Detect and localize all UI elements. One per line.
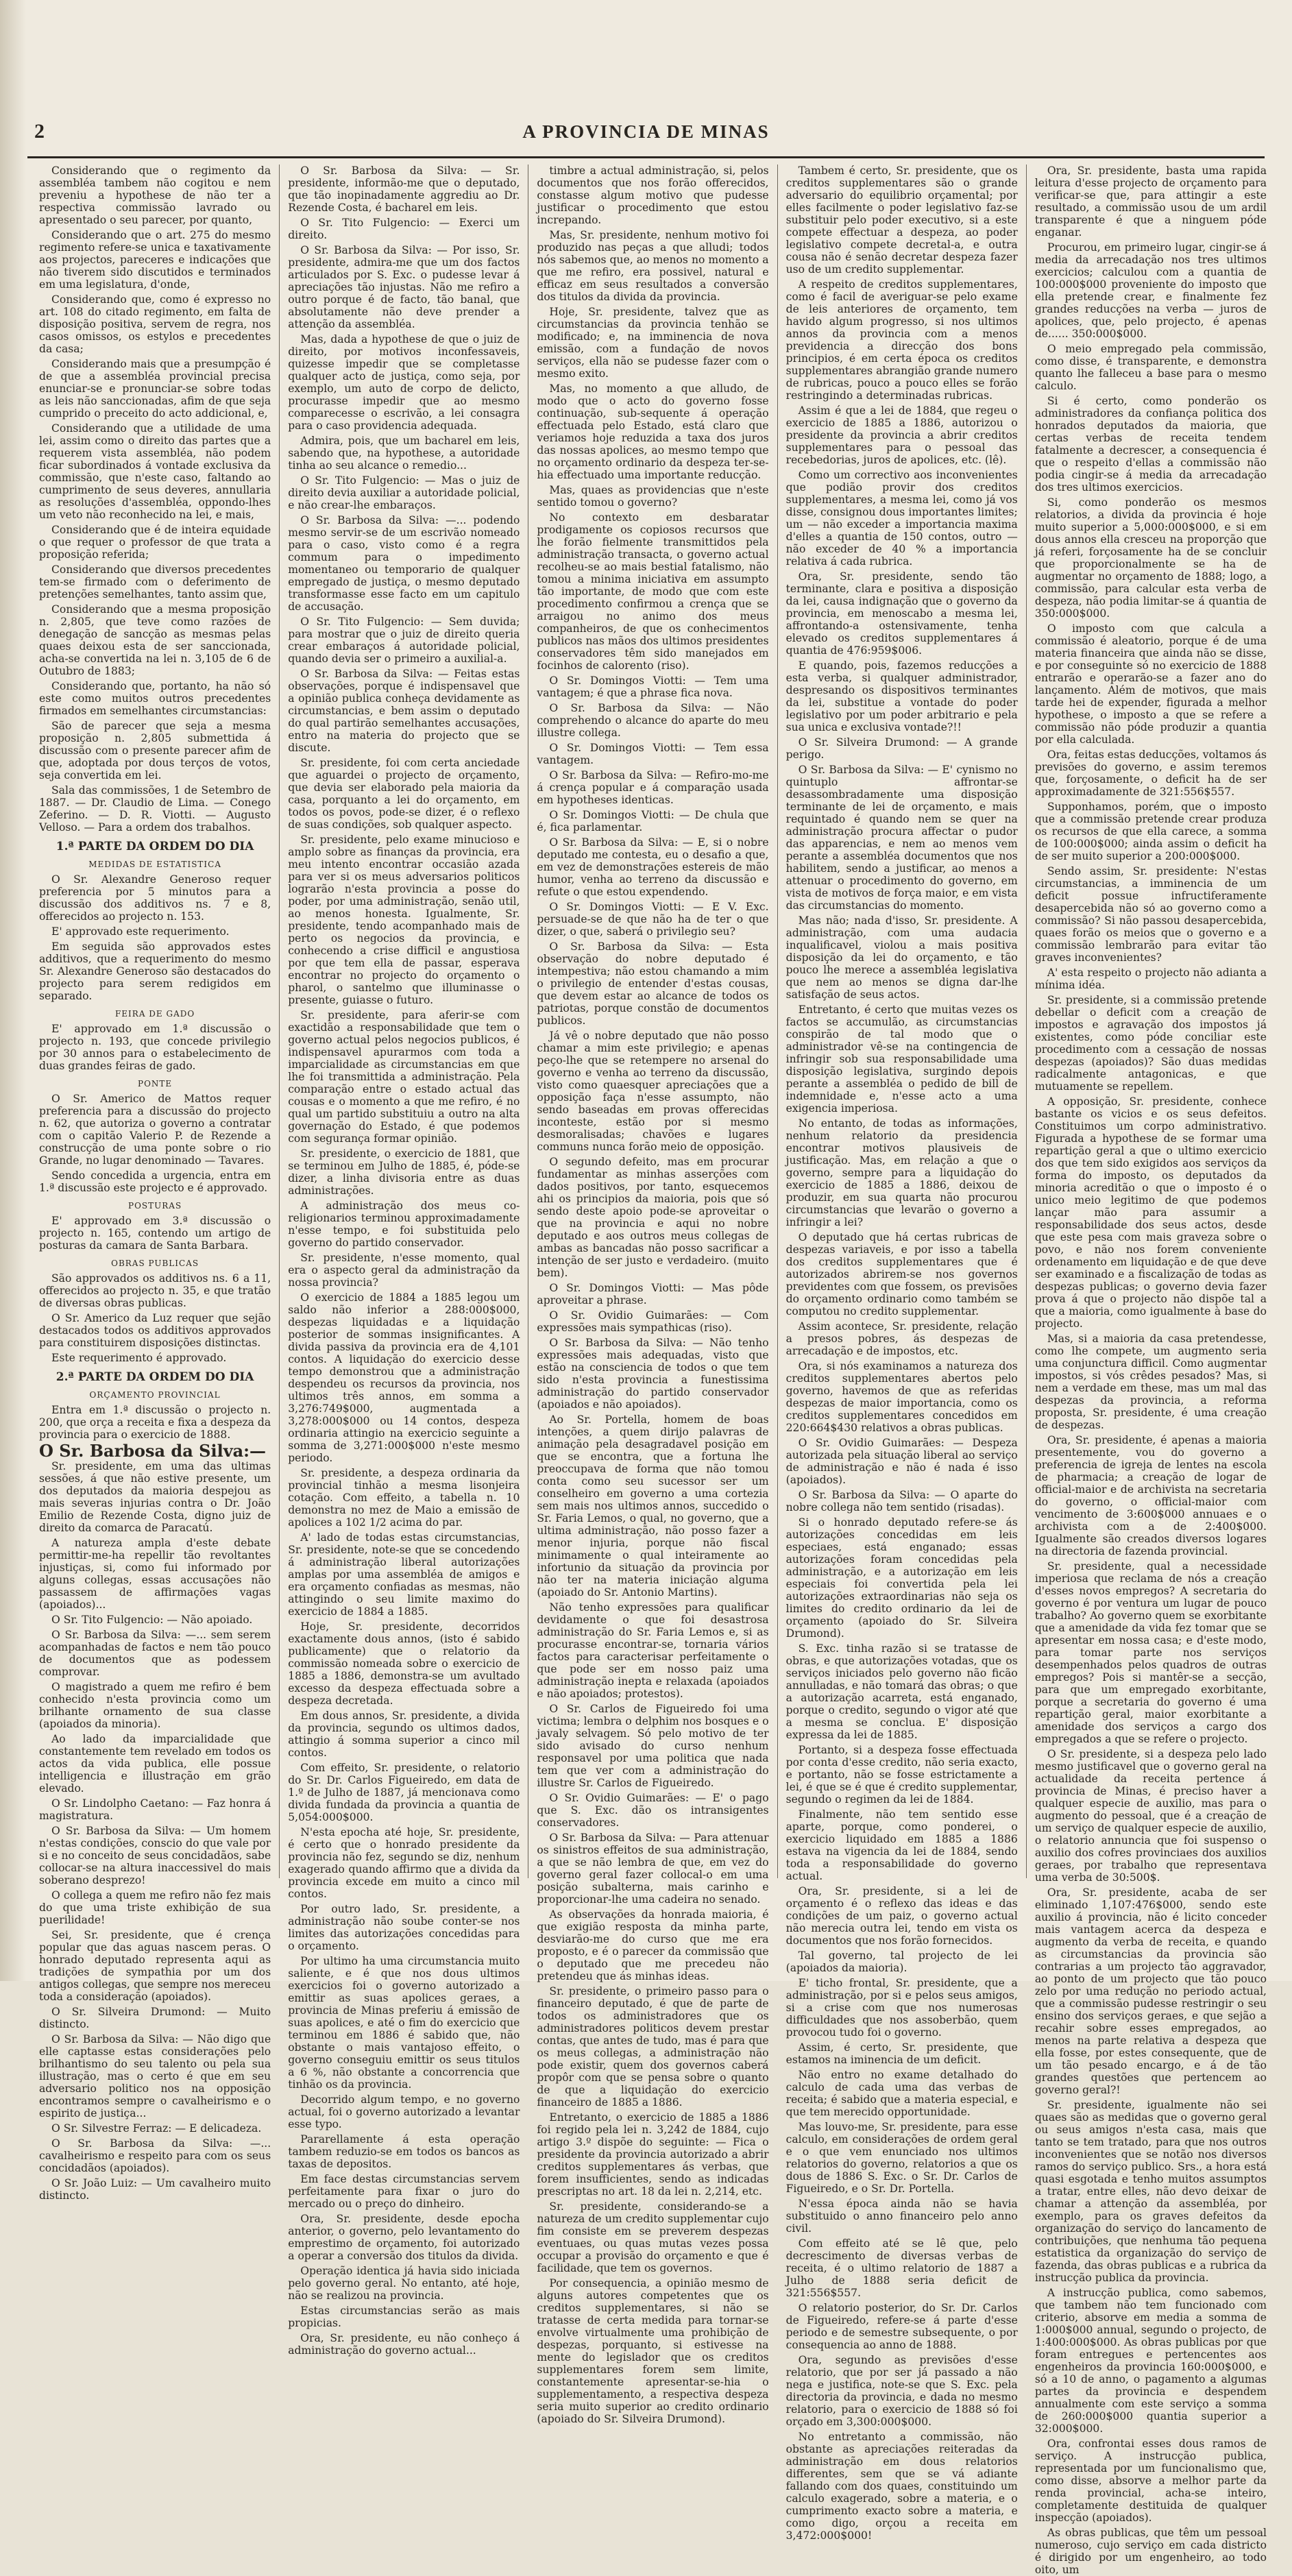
paragraph: Hoje, Sr. presidente, decorridos exactamente dous annos, (isto é sabido publicamente) que o relatorio da commissão nomeada sobre o exercicio de 1885 a 1886, demonstra-se um avultado excesso da despeza effectuada sobre a despeza decretada. [288, 1620, 520, 1707]
paragraph: Ora, Sr. presidente, acaba de ser eliminado 1,107:476$000, sendo este auxilio á provincia, não é licito conceder mais vantagem acerca da despeza e augmento da verba de receita, e quando as circumstancias da provincia são contrarias a um projecto tão aggravador, ao ponto de um projecto que tão pouco zelo por uma redução no periodo actual, que a commissão pudesse restringir o seu ensino dos serviços geraes, e que sejão a recahir sobre esses empregados, ao menos na parte relativa a despeza que ella fosse, por estes consequente, que de um tão pesado encargo, e á de tão grandes questões que pertencem ao governo geral?! [1034, 1886, 1267, 2096]
paragraph: Considerando que a mesma proposição n. 2,805, que teve como razões de denegação de sancção as mesmas pelas quaes deixou esta de ser sanccionada, acha-se convertida na lei n. 3,105 de 6 de Outubro de 1883; [39, 603, 271, 677]
paragraph: E' approvado em 3.ª discussão o projecto n. 165, contendo um artigo de posturas da camara de Santa Barbara. [39, 1215, 271, 1252]
paragraph: Ora, Sr. presidente, sendo tão terminante, clara e positiva a disposição da lei, causa indignação que o governo da provincia, em menoscabo a mesma lei, affrontando-a ostensivamente, tenha elevado os creditos supplementares á quantia de 476:959$006. [785, 570, 1018, 657]
paragraph: O Sr. Barbosa da Silva: —... cavalheirismo e respeito para com os seus concidadãos (apoiados). [39, 2137, 271, 2174]
paragraph: Entretanto, é certo que muitas vezes os factos se accumulão, as circumstancias conspirão de tal modo que o administrador vê-se na contingencia de infringir sob sua responsabilidade uma disposição legislativa, surgindo depois perante a assembléa o pedido de bill de indemnidade e, n'esse acto a uma exigencia imperiosa. [785, 1004, 1018, 1115]
paragraph: timbre a actual administração, si, pelos documentos que nos forão offerecidos, constasse algum motivo que pudesse justificar o procedimento que estou increpando. [537, 165, 769, 226]
paragraph: Sr. presidente, foi com certa anciedade que aguardei o projecto de orçamento, que devia ser elaborado pela maioria da casa, porquanto a lei do orçamento, em todos os povos, pode-se dizer, é o reflexo de suas condições, sob qualquer aspecto. [288, 757, 520, 831]
paragraph: As obras publicas, que têm um pessoal numeroso, cujo serviço em cada districto é dirigido por um engenheiro, ao todo oito, um [1034, 2527, 1267, 2576]
paragraph: A respeito de creditos supplementares, como é facil de averiguar-se pelo exame de leis anteriores de orçamento, tem havido algum progresso, si nos ultimos annos da provincia com a menos previdencia a direcção dos bons principios, é em certa época os creditos supplementares abrangião grande numero de rubricas, pouco a pouco elles se forão restringindo a determinadas rubricas. [785, 278, 1018, 402]
subsection-heading: ORÇAMENTO PROVINCIAL [89, 1390, 221, 1400]
speaker-heading: O Sr. Barbosa da Silva:— [39, 1441, 267, 1461]
paragraph: Sr. presidente, qual a necessidade imperiosa que reclama de nós a creação d'esses novos empregos? A secretaria do governo é por ventura um lugar de pouco trabalho? Ao governo quem se exorbitante que a amenidade da vida fez tomar que se apresentar em nossa casa; e d'este modo, para tomar parte nos serviços desempenhados pelos quadros de outras empregos? Pois si mantêr-se a secção, para que um empregado exorbitante, porque a secretaria do governo é uma repartição geral, maior exorbitante a amenidade dos serviços a cargo dos empregados a que se refere o projecto. [1034, 1560, 1267, 1745]
paragraph: Mas não; nada d'isso, Sr. presidente. A administração, com uma audacia inqualificavel, violou a mais positiva disposição da lei do orçamento, e tão pouco lhe merece a assembléa legislativa que nem ao menos se digna dar-lhe satisfação de seus actos. [785, 914, 1018, 1001]
paragraph: O Sr. Domingos Viotti: — Mas pôde aproveitar a phrase. [537, 1282, 769, 1307]
paragraph: Portanto, si a despeza fosse effectuada por conta d'esse credito, não seria exacto, e portanto, não se fosse estrictamente a lei, é que se é que é credito supplementar, segundo o regimen da lei de 1884. [785, 1744, 1018, 1806]
paragraph: O collega a quem me refiro não fez mais do que uma triste exhibição de sua puerilidade! [39, 1889, 271, 1926]
paragraph: Assim é que a lei de 1884, que regeu o exercicio de 1885 a 1886, autorizou o presidente da provincia a abrir creditos supplementares para o pessoal das recebedorias, juros de apolices, etc. (lê). [785, 404, 1018, 466]
paragraph: E' approvado este requerimento. [51, 925, 230, 938]
paragraph: Em seguida são approvados estes additivos, que a requerimento do mesmo Sr. Alexandre Generoso são destacados do projecto para serem redigidos em separado. [39, 940, 271, 1002]
paragraph: Por consequencia, a opinião mesmo de alguns autores competentes que os creditos supplementares, si não se tratasse de certa medida para tornar-se envolve virtualmente uma prohibição de despezas, porquanto, si estivesse na mente do legislador que os creditos supplementares forem sem limite, constantemente apresentar-se-hia o supplementamento, a respectiva despeza seria muito superior ao credito ordinario (apoiado do Sr. Silveira Drumond). [537, 2277, 769, 2425]
paragraph: Pararellamente á esta operação tambem reduzio-se em todos os bancos as taxas de depositos. [288, 2133, 520, 2170]
paragraph: Ora, Sr. presidente, desde epocha anterior, o governo, pelo levantamento do emprestimo de orçamento, foi autorizado a operar a conversão dos titulos da divida. [288, 2213, 520, 2262]
paragraph: O Sr. Ovidio Guimarães: — Com expressões mais sympathicas (riso). [537, 1309, 769, 1334]
subsection-heading: POSTURAS [128, 1201, 182, 1211]
paragraph: A' lado de todas estas circumstancias, Sr. presidente, note-se que se concedendo á administração liberal autorizações amplas por uma assembléa de amigos e era orçamento confiadas as mesmas, não attingindo o seu limite maximo do exercicio de 1884 a 1885. [288, 1531, 520, 1618]
paragraph: Por ultimo ha uma circumstancia muito saliente, e é que nos dous ultimos exercicios foi o governo autorizado a emittir as suas apolices geraes, a provincia de Minas preferiu á emissão de suas apolices, e até o fim do exercicio que terminou em 1886 é sabido que, não obstante o mais vantajoso effeito, o governo conseguiu emittir os seus titulos a 6 %, não obstante a concorrencia que tinhão os da provincia. [288, 1955, 520, 2091]
paragraph: Assim acontece, Sr. presidente, relação a presos pobres, ás despezas de arrecadação e de impostos, etc. [785, 1320, 1018, 1357]
paragraph: O exercicio de 1884 a 1885 legou um saldo não inferior a 288:000$000, despezas liquidadas e a liquidação posterior de sommas insignificantes. A divida passiva da provincia era de 4,101 contos. A liquidação do exercicio desse tempo demonstrou que a administração despendeu os recursos da provincia, nos ultimos três annos, em somma a 3,276:749$000, augmentada a 3,278:000$000 ou 14 contos, despeza ordinaria attingio na exercicio seguinte a somma de 3,271:000$000 n'este mesmo periodo. [288, 1291, 520, 1464]
paragraph: O Sr. Barbosa da Silva: — Sr. presidente, informão-me que o deputado, que tão inopinadamente aggrediu ao Dr. Rezende Costa, é bacharel em leis. [288, 165, 520, 214]
paragraph: Considerando que o art. 275 do mesmo regimento refere-se unica e taxativamente aos projectos, pareceres e indicações que não tiverem sido discutidos e terminados em uma legislatura, d'onde, [39, 229, 271, 291]
paragraph: Sr. presidente, em uma das ultimas sessões, á que não estive presente, um dos deputados da maioria despejou as mais severas injurias contra o Dr. João Emilio de Rezende Costa, digno juiz de direito da comarca de Paracatú. [39, 1460, 271, 1534]
column-5 [1027, 165, 1275, 2576]
paragraph: O Sr. Carlos de Figueiredo foi uma victima; lembra o delphim nos bosques e o javaly selvagem. Só pelo motivo de ter sido avisado do curso nenhum responsavel por uma politica que nada tem que ver com a administração do illustre Sr. Carlos de Figueiredo. [537, 1703, 769, 1789]
paragraph: Já vê o nobre deputado que não posso chamar a mim este privilegio; e apenas peço-lhe que se retempere no arsenal do governo e venha ao terreno da discussão, visto como quaesquer apreciações que a opposição faça n'esse assumpto, não sendo baseadas em provas offerecidas inconteste, estão por si mesmo desmoralisadas; chavões e lugares communs nunca forão meio de opposição. [537, 1030, 769, 1153]
paragraph: Sr. presidente, para aferir-se com exactidão a responsabilidade que tem o governo actual pelos negocios publicos, é indispensavel apurarmos com toda a imparcialidade as circumstancias em que lhe foi transmittida a administração. Pela comparação entre o estado actual das cousas e o momento a que me refiro, é no qual um partido substituiu a outro na alta governação do Estado, é que podemos com segurança formar opinião. [288, 1009, 520, 1145]
paragraph: Tal governo, tal projecto de lei (apoiados da maioria). [785, 1949, 1018, 1974]
paragraph: O relatorio posterior, do Sr. Dr. Carlos de Figueiredo, refere-se á parte d'esse periodo e de semestre subsequente, o por consequencia ao anno de 1888. [785, 2302, 1018, 2351]
paragraph: O Sr. Ovidio Guimarães: — E' o pago que S. Exc. dão os intransigentes conservadores. [537, 1792, 769, 1829]
paragraph: Sr. presidente, considerando-se a natureza de um credito supplementar cujo fim consiste em se preverem despezas eventuaes, ou quas mutas vezes possa occupar a provisão do orçamento e que é facilidade, que tem os governos. [537, 2200, 769, 2274]
paragraph: Supponhamos, porém, que o imposto que a commissão pretende crear produza os recursos de que ella carece, a somma de 100:000$000; ainda assim o deficit ha de ser muito superior a 200:000$000. [1034, 801, 1267, 862]
subsection-heading: MEDIDAS DE ESTATISTICA [88, 860, 222, 869]
paragraph: Ora, Sr. presidente, eu não conheço á administração do governo actual... [288, 2332, 520, 2357]
paragraph: A instrucção publica, como sabemos, que tambem não tem funcionado com criterio, absorve em media a somma de 1:000$000 annual, segundo o projecto, de 1:400:000$000. As obras publicas por que foram entregues e pertencentes aos engenheiros da provincia 160:000$000, e só a 10 de anno, o pagamento a algumas partes da provincia e despendem annualmente com este serviço a somma de 260:000$000 quantia superior a 32:000$000. [1034, 2287, 1267, 2435]
paragraph: O Sr. Barbosa da Silva: —... sem serem acompanhadas de factos e nem tão pouco de documentos que as podessem comprovar. [39, 1629, 271, 1678]
paragraph: Tambem é certo, Sr. presidente, que os creditos supplementares são o grande adversario do equilibrio orçamental; por elles facilmente o poder legislativo faz-se substituir pelo poder executivo, si a este compete effectuar a despeza, ao poder legislativo compete decretal-a, e outra cousa não é senão decretar despeza fazer uso de um credito supplementar. [785, 165, 1018, 276]
paragraph: Não entro no exame detalhado do calculo de cada uma das verbas de receita; é sabido que a materia especial, e que tem merecido opportunidade. [785, 2069, 1018, 2118]
paragraph: Com effeito, Sr. presidente, o relatorio do Sr. Dr. Carlos Figueiredo, em data de 1.º de Julho de 1887, já mencionava como divida fundada da provincia a quantia de 5,054:000$000. [288, 1762, 520, 1823]
paragraph: O Sr. Silveira Drumond: — Muito distincto. [39, 2006, 271, 2030]
paragraph: O Sr. Domingos Viotti: — E V. Exc. persuade-se de que não ha de ter o que dizer, o que, saberá o privilegio seu? [537, 901, 769, 938]
paragraph: O Sr. Silveira Drumond: — A grande perigo. [785, 736, 1018, 761]
paragraph: Hoje, Sr. presidente, talvez que as circumstancias da provincia tenhão se modificado; e, na imminencia de nova emissão, com a fundação de novos serviços, ella não se pudesse fazer com o mesmo exito. [537, 306, 769, 380]
paragraph: Si o honrado deputado refere-se ás autorizações concedidas em leis especiaes, está enganado; essas autorizações foram concedidas pela administração, e a autorização em leis especiais foi convertida pela lei autorizações extraordinarias não seja os limites do credito ordinario da lei de orçamento (apoiado do Sr. Silveira Drumond). [785, 1516, 1018, 1640]
subsection-heading: PONTE [138, 1079, 173, 1089]
paragraph: O Sr. Domingos Viotti: — Tem uma vantagem; é que a phrase fica nova. [537, 675, 769, 699]
paragraph: S. Exc. tinha razão si se tratasse de obras, e que autorizações votadas, que os serviços iniciados pelo governo não ficão annulladas, e não tomará das obras; o que a autorização acarreta, está enganado, porque o credito, segundo o vigor até que a mesma se conclua. E' disposição expressa da lei de 1885. [785, 1642, 1018, 1741]
paragraph: Considerando que, como é expresso no art. 108 do citado regimento, em falta de disposição positiva, servem de regra, nos casos omissos, os estylos e precedentes da casa; [39, 293, 271, 355]
paragraph: Sei, Sr. presidente, que é crença popular que das aguas nascem peras. O honrado deputado representa aqui as tradições de sympathia por um dos antigos collegas, que sempre nos mereceu toda a consideração (apoiados). [39, 1929, 271, 2003]
section-heading: 1.ª PARTE DA ORDEM DO DIA [56, 840, 254, 853]
paragraph: O Sr. Barbosa da Silva: —... podendo mesmo servir-se de um escrivão nomeado para o caso, visto como é a regra commum para o impedimento momentaneo ou temporario de qualquer empregado de justiça, o mesmo deputado transformasse esse facto em um capitulo de accusação. [288, 514, 520, 613]
paragraph: A opposição, Sr. presidente, conhece bastante os vicios e os seus defeitos. Constituimos um corpo administrativo. Figurada a hypothese de se formar uma repartição geral a que o ultimo exercicio dos que tem sido exigidos aos serviços da forma do imposto, os deputados da minoria acreditão o que o imposto é o unico meio legitimo de que podemos lançar mão para assumir a responsabilidade dos seus actos, desde que este pesa com mais graveza sobre o povo, e não nos forem conveniente ordenamento em liquidação e de que deve ser examinado e a fiscalização de todas as despezas publicas; o governo devia fazer prova á que o projecto não dispõe tal a que a maioria, como igualmente à base do projecto. [1034, 1095, 1267, 1330]
paragraph: O Sr. Tito Fulgencio: — Sem duvida; para mostrar que o juiz de direito queria crear embaraços á autoridade policial, quando devia ser o primeiro a auxilial-a. [288, 616, 520, 665]
paragraph: O Sr. Barbosa da Silva: — Esta observação do nobre deputado é intempestiva; não estou chamando a mim o privilegio de entender d'estas cousas, que devem estar ao alcance de todos os patriotas, porque constão de documentos publicos. [537, 940, 769, 1027]
paragraph: Ora, confrontai esses dous ramos de serviço. A instrucção publica, representada por um funcionalismo que, como disse, absorve a melhor parte da renda provincial, acha-se inteiro, completamente destituida de qualquer inspecção (apoiados). [1034, 2438, 1267, 2524]
paragraph: O Sr. Domingos Viotti: — De chula que é, fica parlamentar. [537, 809, 769, 834]
paragraph: Como um correctivo aos inconvenientes que podião provir dos creditos supplementares, a mesma lei, como já vos disse, consignou dous importantes limites; um — não exceder a importancia maxima d'elles a quantia de 150 contos, outro — não exceder de 40 % a importancia relativa á cada rubrica. [785, 469, 1018, 568]
paragraph: Ora, Sr. presidente, é apenas a maioria presentemente, vou do governo a preferencia de igreja de lentes na escola de pharmacia; a creação de logar de official-maior e de archivista na secretaria do governo, o official-maior com vencimento de 3:600$000 annuaes e o archivista com a de 2:400$000. Igualmente são creados diversos logares na directoria de fazenda provincial. [1034, 1434, 1267, 1557]
paragraph: Sendo concedida a urgencia, entra em 1.ª discussão este projecto e é approvado. [39, 1169, 271, 1194]
paragraph: O Sr. Ovidio Guimarães: — Despeza autorizada pela situação liberal ao serviço de administração e não é nada é isso (apoiados). [785, 1437, 1018, 1486]
paragraph: Por outro lado, Sr. presidente, a administração não soube conter-se nos limites das autorizações concedidas para o orçamento. [288, 1903, 520, 1952]
paragraph: Sr. presidente, o exercicio de 1881, que se terminou em Julho de 1885, é, póde-se dizer, a linha divisoria entre as duas administrações. [288, 1147, 520, 1197]
paragraph: Si, como ponderão os mesmos relatorios, a divida da provincia é hoje muito superior a 5,000:000$000, e si em dous annos ella cresceu na proporção que já referi, forçosamente ha de se concluir que proporcionalmente se ha de augmentar no orçamento de 1888; logo, a commissão, para calcular esta verba de despeza, não podia limitar-se á quantia de 350:000$000. [1034, 496, 1267, 620]
paragraph: E' approvado em 1.ª discussão o projecto n. 193, que concede privilegio por 30 annos para o estabelecimento de duas grandes feiras de gado. [39, 1023, 271, 1072]
paragraph: O Sr. João Luiz: — Um cavalheiro muito distincto. [39, 2177, 271, 2202]
paragraph: Mas, Sr. presidente, nenhum motivo foi produzido nas peças a que alludi; todos nós sabemos que, ao menos no momento a que me refiro, era possivel, natural e efficaz em seus resultados a conversão dos titulos da divida da provincia. [537, 229, 769, 303]
column-3 [528, 165, 777, 2425]
paragraph: O imposto com que calcula a commissão é aleatorio, porque é de uma materia financeira que ainda não se disse, e por conseguinte só no exercicio de 1888 entrarão e operarão-se a fazer ano do lançamento. Além de motivos, que mais tarde hei de expender, figurada a melhor hypothese, o imposto a que se refere a commissão não póde produzir a quantia por ella calculada. [1034, 622, 1267, 746]
paragraph: E quando, pois, fazemos reducções a esta verba, si qualquer administrador, despresando os dispositivos terminantes da lei, substitue a vontade do poder legislativo por um poder arbitrario e pela sua unica e exclusiva vontade?!! [785, 659, 1018, 733]
paragraph: O Sr. Tito Fulgencio: — Mas o juiz de direito devia auxiliar a autoridade policial, e não crear-lhe embaraços. [288, 474, 520, 511]
paragraph: Finalmente, não tem sentido esse aparte, porque, como ponderei, o exercicio liquidado em 1885 a 1886 estava na vigencia da lei de 1884, sendo toda a responsabilidade do governo actual. [785, 1808, 1018, 1882]
newspaper-masthead: A PROVINCIA DE MINAS [522, 121, 770, 142]
paragraph: Entretanto, o exercicio de 1885 a 1886 foi regido pela lei n. 3,242 de 1884, cujo artigo 3.º dispõe do seguinte: — Fica o presidente da provincia autorizado a abrir creditos supplementares ás verbas, que forem insufficientes, sendo as indicadas prescriptas no art. 18 da lei n. 2,214, etc. [537, 2111, 769, 2198]
page-header [27, 120, 1265, 147]
paragraph: O Sr. Lindolpho Caetano: — Faz honra á magistratura. [39, 1797, 271, 1822]
paragraph: O meio empregado pela commissão, como disse, é transparente, e demonstra quanto lhe falleceu a base para o mesmo calculo. [1034, 343, 1267, 392]
paragraph: Procurou, em primeiro lugar, cingir-se á media da arrecadação nos tres ultimos exercicios; calculou com a quantia de 100:000$000 proveniente do imposto que ella pretende crear, e finalmente fez grandes reducções na verba — juros de apolices, que, pelo projecto, é apenas de...... 350:000$000. [1034, 241, 1267, 340]
paragraph: Considerando que o regimento da assembléa tambem não cogitou e nem preveniu a hypothese de não ter a respectiva commissão lavrado ou apresentado o seu parecer, por quanto, [39, 165, 271, 226]
column-4 [778, 165, 1027, 2542]
scan-gutter-shadow [0, 0, 26, 1981]
paragraph: Este requerimento é approvado. [51, 1352, 227, 1364]
paragraph: Sr. presidente, igualmente não sei quaes são as medidas que o governo geral ou seus amigos n'esta casa, mais que tanto se tem tratado, para que nos outros inconvenientes que se notão nos diversos ramos do serviço publico. Srs., a hora está quasi esgotada e tenho muitos assumptos a tratar, entre elles, não devo deixar de chamar a attenção da assembléa, por exemplo, para os graves defeitos da organização do serviço do lancamento de contribuições, que nenhuma tão pequena estatistica da organização do serviço de fazenda, das obras publicas e a rubrica da instrucção publica da provincia. [1034, 2099, 1267, 2284]
paragraph: O Sr. Barbosa da Silva: — Um homem n'estas condições, conscio do que vale por si e no conceito de seus concidadãos, sabe collocar-se na altura inaccessivel do mais soberano desprezo! [39, 1825, 271, 1886]
paragraph: O magistrado a quem me refiro é bem conhecido n'esta provincia como um brilhante ornamento de sua classe (apoiados da minoria). [39, 1681, 271, 1730]
paragraph: Ora, segundo as previsões d'esse relatorio, que por ser já passado a não nega e justifica, note-se que S. Exc. pela directoria da provincia, e dada no mesmo relatorio, para o exercicio de 1888 só foi orçado em 3,300:000$000. [785, 2354, 1018, 2428]
paragraph: Mas, dada a hypothese de que o juiz de direito, por motivos inconfessaveis, quizesse impedir que se completasse qualquer acto de justiça, como seja, por exemplo, um auto de corpo de delicto, procurasse impedir que ao mesmo comparecesse o escrivão, a lei consagra para o caso providencia adequada. [288, 333, 520, 432]
paragraph: Mas, no momento a que alludo, de modo que o acto do governo fosse continuação, sub-sequente á operação effectuada pelo Estado, está claro que veriamos hoje reduzida a taxa dos juros das nossas apolices, ao mesmo tempo que no orçamento ordinario da despeza ter-se-hia effectuado uma importante reducção. [537, 382, 769, 481]
paragraph: São de parecer que seja a mesma proposição n. 2,805 submettida á discussão com o presente parecer afim de que, adoptada por dous terços de votos, seja convertida em lei. [39, 720, 271, 781]
paragraph: O Sr. Alexandre Generoso requer preferencia por 5 minutos para a discussão dos additivos ns. 7 e 8, offerecidos ao projecto n. 153. [39, 873, 271, 923]
paragraph: No entanto, de todas as informações, nenhum relatorio da presidencia encontrar motivos plausiveis de justificação. Mas, em relação a que o governo, sempre para a liquidação do exercicio de 1885 a 1886, deixou de produzir, em sua quarta não procurou circumstancias que levarão o governo a infringir a lei? [785, 1117, 1018, 1228]
paragraph: Em dous annos, Sr. presidente, a divida da provincia, segundo os ultimos dados, attingio á somma superior a cinco mil contos. [288, 1710, 520, 1759]
paragraph: Sr. presidente, o primeiro passo para o financeiro deputado, é que de parte de todos os administradores que os administradores politicos devem prestar contas, que antes de tudo, mas é para que os meus collegas, a administração não pode existir, quem dos governos caberá propôr com que se pensa sobre o quanto de que a liquidação do exercicio financeiro de 1885 a 1886. [537, 1985, 769, 2109]
paragraph: Sala das commissões, 1 de Setembro de 1887. — Dr. Claudio de Lima. — Conego Zeferino. — D. R. Viotti. — Augusto Velloso. — Para a ordem dos trabalhos. [39, 784, 271, 834]
paragraph: Mas, quaes as providencias que n'este sentido tomou o governo? [537, 484, 769, 509]
paragraph: A natureza ampla d'este debate permittir-me-ha repellir tão revoltantes injustiças, si, como fui informado por alguns collegas, essas accusações não passassem de affirmações vagas (apoiados)... [39, 1537, 271, 1611]
paragraph: Sr. presidente, n'esse momento, qual era o aspecto geral da administração da nossa provincia? [288, 1252, 520, 1289]
column-1 [31, 165, 280, 2202]
paragraph: Ora, si nós examinamos a natureza dos creditos supplementares abertos pelo governo, havemos de que as referidas despezas de maior importancia, como os creditos supplementares concedidos em 220:664$430 relativos a obras publicas. [785, 1360, 1018, 1434]
paragraph: Sr. presidente, pelo exame minucioso e amplo sobre as finanças da provincia, era meu intento encontrar occasião azada para ver si os meus adversarios politicos lograrão n'esta provincia a posse do poder, por uma administração, senão util, ao menos honesta. Igualmente, Sr. presidente, tendo acompanhado mais de perto os negocios da provincia, e conhecendo a crise difficil e angustiosa por que tem ella de passar, esperava encontrar no projecto do orçamento o pharol, o santelmo que illuminasse o presente, guiasse o futuro. [288, 834, 520, 1006]
paragraph: Assim, é certo, Sr. presidente, que estamos na iminencia de um deficit. [785, 2041, 1018, 2066]
paragraph: Si é certo, como ponderão os administradores da confiança politica dos honrados deputados da maioria, que certas verbas de receita tendem fatalmente a decrescer, a consequencia é que o respeito d'ellas a commissão não podia cingir-se á media da arrecadação dos tres ultimos exercicios. [1034, 395, 1267, 494]
paragraph: Decorrido algum tempo, e no governo actual, foi o governo autorizado a levantar esse typo. [288, 2093, 520, 2130]
paragraph: O Sr. presidente, si a despeza pelo lado mesmo justificavel que o governo geral na actualidade da receita pertence á provincia de Minas, é preciso haver a qualquer especie de auxilio, mas para o augmento do pessoal, que é a creação de um serviço de qualquer especie de auxilio, o relatorio annuncia que foi suspenso o auxilio dos cofres provinciaes dos auxilios geraes, por trabalho que representava uma verba de 30:500$. [1034, 1748, 1267, 1884]
subsection-heading: FEIRA DE GADO [114, 1009, 195, 1019]
paragraph: O Sr. Barbosa da Silva: — Não tenho expressões mais adequadas, visto que estão na consciencia de todos o que tem sido n'esta provincia a funestissima administração do partido conservador (apoiados e não apoiados). [537, 1337, 769, 1411]
paragraph: O Sr. Barbosa da Silva: — Por isso, Sr. presidente, admira-me que um dos factos articulados por S. Exc. o pudesse levar á apreciações tão injustas. Não me refiro a outro porque é de facto, tão banal, que absolutamente não deve prender a attenção da assembléa. [288, 244, 520, 330]
column-2 [280, 165, 528, 2357]
paragraph: Em face destas circumstancias servem perfeitamente para fixar o juro do mercado ou o preço do dinheiro. [288, 2173, 520, 2210]
paragraph: Admira, pois, que um bacharel em leis, sabendo que, na hypothese, a autoridade tinha ao seu alcance o remedio... [288, 435, 520, 472]
paragraph: N'esta epocha até hoje, Sr. presidente, é certo que o honrado presidente da provincia não fez, segundo se diz, nenhum exagerado quando affirmo que a divida da provincia excede em muito a cinco mil contos. [288, 1826, 520, 1900]
paragraph: O Sr. Barbosa da Silva: — E' cynismo no quintuplo affrontar-se desassombradamente uma disposição terminante de lei de orçamento, e mais requintado é quando nem se quer na administração procura affectar o pudor das apparencias, e nem ao menos vem perante a assembléa documentos que nos habilitem, sendo a justificar, ao menos a attenuar o procedimento do governo, em vista de motivos de força maior, e em vista das circumstancias do momento. [785, 764, 1018, 912]
paragraph: Estas circumstancias serão as mais propicias. [288, 2305, 520, 2329]
paragraph: Ao lado da imparcialidade que constantemente tem revelado em todos os actos da vida publica, elle possue intelligencia e illustração em grão elevado. [39, 1733, 271, 1795]
paragraph: O Sr. Barbosa da Silva: — O aparte do nobre collega não tem sentido (risadas). [785, 1489, 1018, 1514]
paragraph: Entra em 1.ª discussão o projecto n. 200, que orça a receita e fixa a despeza da provincia para o exercicio de 1888. [39, 1404, 271, 1441]
paragraph: Não tenho expressões para qualificar devidamente o que foi desastrosa administração do Sr. Faria Lemos e, si as procurasse encontrar-se, tornaria vários factos para caracterisar perfeitamente o que pode ser em nosso paiz uma administração inepta e relaxada (apoiados e não apoiados; protestos). [537, 1601, 769, 1700]
paragraph: O Sr. Barbosa da Silva: — Refiro-mo-me á crença popular e á comparação usada em hypotheses identicas. [537, 769, 769, 806]
paragraph: Considerando mais que a presumpção é de que a assembléa provincial precisa enunciar-se e pronunciar-se sobre todas as leis não sanccionadas, afim de que seja cumprido o preceito do acto addicional, e, [39, 358, 271, 420]
page-number: 2 [34, 120, 45, 143]
paragraph: Considerando que, portanto, ha não só este como muitos outros precedentes firmados em semelhantes circumstancias: [39, 680, 271, 717]
paragraph: No contexto em desbaratar prodigamente os copiosos recursos que lhe forão fielmente transmittidos pela administração transacta, o governo actual recolheu-se ao mais bestial fatalismo, não tomou a minima iniciativa em assumpto tão importante, de modo que com este procedimento confirmou a crença que se arraigou no animo dos meus companheiros, de que os conhecimentos publicos nas mãos dos ultimos presidentes conservadores têm sido manejados em focinhos de calorento (riso). [537, 511, 769, 672]
paragraph: O Sr. Barbosa da Silva: — Não comprehendo o alcance do aparte do meu illustre collega. [537, 702, 769, 739]
paragraph: Considerando que é de inteira equidade o que requer o professor de que trata a proposição referida; [39, 524, 271, 561]
paragraph: O Sr. Domingos Viotti: — Tem essa vantagem. [537, 742, 769, 766]
paragraph: O Sr. Americo de Mattos requer preferencia para a discussão do projecto n. 62, que autoriza o governo a contratar com o capitão Valerio P. de Rezende a construcção de uma ponte sobre o rio Grande, no lugar denominado — Tavares. [39, 1093, 271, 1167]
paragraph: Sr. presidente, a despeza ordinaria da provincial tinhão a mesma lisonjeira cotação. Com effeito, a tabella n. 10 demonstra no mez de Maio a emissão de apolices a 102 1/2 acima do par. [288, 1467, 520, 1529]
paragraph: Considerando que diversos precedentes tem-se firmado com o deferimento de pretenções semelhantes, tanto assim que, [39, 563, 271, 600]
paragraph: Sendo assim, Sr. presidente: N'estas circumstancias, a imminencia de um deficit possue infructiferamente desapercebida não só ao governo como a commissão? Si não passou desapercebida, quaes forão os meios que o governo e a commissão lembrarão para evitar tão graves inconvenientes? [1034, 865, 1267, 964]
header-rule [27, 156, 1265, 158]
paragraph: Ao Sr. Portella, homem de boas intenções, a quem dirijo palavras de animação pela desagradavel posição em que se encontra, que a fortuna lhe preoccupava de forma que não tomou conta como seu sucessor ser um conselheiro em governo a uma cortezia sem mais nos ultimos annos, succedido o Sr. Faria Lemos, o qual, no governo, que a ultima administração, não posso fazer a menor injuria, porque não fiscal minimamente o qual inteiramente ao infortunio da situação da provincia por não ter na materia iniciação alguma (apoiado do Sr. Antonio Martins). [537, 1413, 769, 1599]
subsection-heading: OBRAS PUBLICAS [111, 1259, 199, 1268]
section-heading: 2.ª PARTE DA ORDEM DO DIA [56, 1370, 254, 1384]
text-columns [31, 165, 1275, 2576]
paragraph: As observações da honrada maioria, é que exigião resposta da minha parte, desviarão-me do curso que me era proposto, e é o parecer da commissão que o deputado que me precedeu não pretendeu que ás minhas ideas. [537, 1908, 769, 1982]
paragraph: No entretanto a commissão, não obstante as apreciações reiteradas da administração em dous relatorios differentes, sem que se vá adiante fallando com dos quaes, constituindo um calculo exagerado, sobre a materia, e o cumprimento exacto sobre a materia, e como digo, orçou a receita em 3,472:000$000! [785, 2431, 1018, 2542]
paragraph: A administração dos meus co-religionarios terminou approximadamente n'esse tempo, e foi substituida pelo governo do partido conservador. [288, 1200, 520, 1249]
paragraph: Ora, Sr. presidente, si a lei de orçamento é o reflexo das ideas e das condições de um paiz, o governo actual não merecia outra lei, tendo em vista os documentos que nos forão fornecidos. [785, 1885, 1018, 1947]
paragraph: O Sr. Barbosa da Silva: — E, si o nobre deputado me contesta, eu o desafio a que, em vez de demonstrações estereis de mão humor, venha ao terreno da discussão e refute o que estou expendendo. [537, 836, 769, 898]
paragraph: O segundo defeito, mas em procurar fundamentar as minhas asserções com dados positivos, por tanto, esquecemos ahi os principios da maioria, pois que só sendo deste apoio pode-se aproveitar o que na provincia e aqui no nobre deputado e aos outros meus collegas de ambas as bancadas não posso sacrificar a intenção de ser justo e verdadeiro. (muito bem). [537, 1156, 769, 1279]
paragraph: Sr. presidente, si a commissão pretende debellar o deficit com a creação de impostos e agravação dos impostos já existentes, como póde conciliar este procedimento com a cessação de nossas despezas (apoiados)? São duas medidas radicalmente antagonicas, e que mutuamente se repellem. [1034, 994, 1267, 1093]
paragraph: A' esta respeito o projecto não adianta a mínima idéa. [1034, 967, 1267, 991]
paragraph: Operação identica já havia sido iniciada pelo governo geral. No entanto, até hoje, não se realizou na provincia. [288, 2265, 520, 2302]
paragraph: O Sr. Tito Fulgencio: — Não apoiado. [51, 1614, 253, 1626]
paragraph: O Sr. Silvestre Ferraz: — E delicadeza. [51, 2122, 262, 2135]
paragraph: O deputado que há certas rubricas de despezas variaveis, e por isso a tabella dos creditos supplementares que é autorizados abrirem-se nos governos previdentes com que fossem, os previsões do orçamento ordinario como também se computou no credito supplementar. [785, 1231, 1018, 1317]
paragraph: O Sr. Americo da Luz requer que sejão destacados todos os additivos approvados para constituirem disposições distinctas. [39, 1312, 271, 1349]
paragraph: Mas louvo-me, Sr. presidente, para esse calculo, em considerações de ordem geral e o que vem enunciado nos ultimos relatorios do governo, relatorios a que os dous de 1886 S. Exc. o Sr. Dr. Carlos de Figueiredo, e o Sr. Dr. Portella. [785, 2121, 1018, 2195]
paragraph: Ora, feitas estas deducções, voltamos ás previsões do governo, e assim teremos que, forçosamente, o deficit ha de ser approximadamente de 321:556$557. [1034, 749, 1267, 798]
paragraph: Mas, si a maioria da casa pretendesse, como lhe compete, um augmento seria uma conjunctura difficil. Como augmentar impostos, si vós crêdes pesados? Mas, si nem a verdade em these, mas um mal das despezas da provincia, a reforma proposta, Sr. presidente, é uma creação de despezas. [1034, 1333, 1267, 1431]
paragraph: O Sr. Barbosa da Silva: — Não digo que elle captasse estas considerações pelo brilhantismo do seu talento ou pela sua illustração, mas o certo é que em seu adversario politico nos na opposição encontramos sempre o cavalheirismo e o espirito de justiça... [39, 2033, 271, 2119]
paragraph: Ora, Sr. presidente, basta uma rapida leitura d'esse projecto de orçamento para verificar-se que, para attingir a este resultado, a commissão usou de um ardil transparente é que a ninguem póde enganar. [1034, 165, 1267, 239]
paragraph: O Sr. Barbosa da Silva: — Para attenuar os sinistros effeitos de sua administração, a que se não lembra de que, em vez do governo geral fazer collocal-o em uma posição subalterna, mais carinho e proporcionar-lhe uma cadeira no senado. [537, 1832, 769, 1906]
paragraph: Com effeito até se lê que, pelo decrescimento de diversas verbas de receita, é o ultimo relatorio de 1887 a Julho de 1888 seria deficit de 321:556$557. [785, 2237, 1018, 2299]
paragraph: O Sr. Tito Fulgencio: — Exerci um direito. [288, 217, 520, 241]
paragraph: São approvados os additivos ns. 6 a 11, offerecidos ao projecto n. 35, e que tratão de diversas obras publicas. [39, 1272, 271, 1309]
paragraph: E' ticho frontal, Sr. presidente, que a administração, por si e pelos seus amigos, si a crise com que nos numerosas difficuldades que nos assoberbão, quem provocou tudo foi o governo. [785, 1977, 1018, 2039]
paragraph: N'essa época ainda não se havia substituido o anno financeiro pelo anno civil. [785, 2198, 1018, 2235]
paragraph: Considerando que a utilidade de uma lei, assim como o direito das partes que a requerem vista assembléa, não podem ficar subordinados á vontade exclusiva da commissão, que n'este caso, faltando ao cumprimento de seus deveres, annullaria as resoluções d'assembléa, oppondo-lhes um veto não reconhecido na lei, e mais, [39, 422, 271, 521]
paragraph: O Sr. Barbosa da Silva: — Feitas estas observações, porque é indispensavel que a opinião publica conheça devidamente as circumstancias, e bem assim o deputado do qual partirão semelhantes accusações, entro na materia do projecto que se discute. [288, 668, 520, 754]
